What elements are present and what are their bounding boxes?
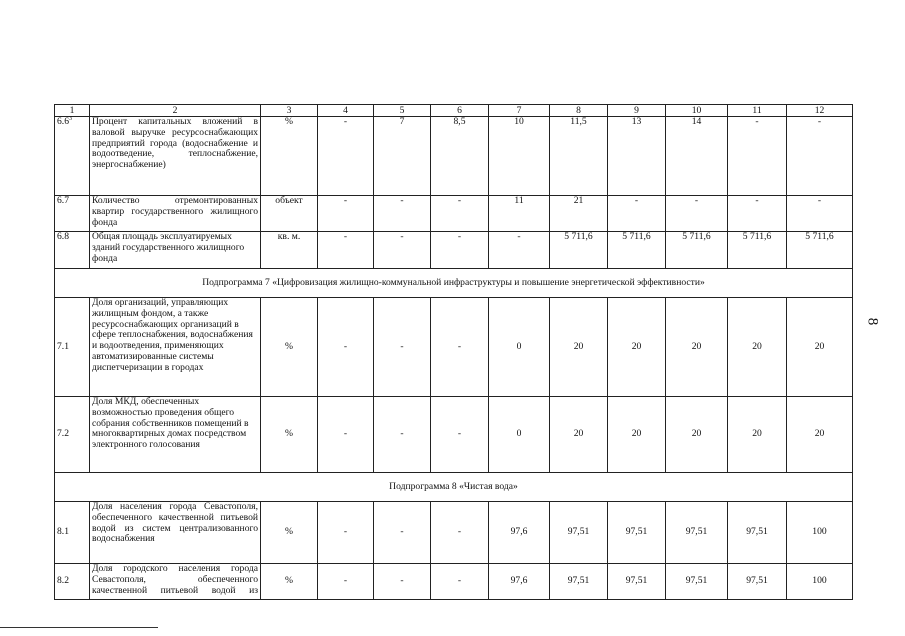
value-cell: 97,51 [550, 502, 608, 564]
value-cell: 0 [489, 397, 550, 473]
value-cell: 21 [550, 196, 608, 232]
row-number: 8.2 [55, 564, 90, 600]
value-cell: - [318, 232, 374, 269]
table-row [55, 564, 853, 600]
value-cell: 11 [489, 196, 550, 232]
value-cell: 97,51 [550, 564, 608, 600]
indicators-table [54, 104, 853, 600]
row-number: $6.6^3$ [55, 117, 90, 196]
value-cell: 5 711,6 [666, 232, 728, 269]
header-cell: 11 [728, 105, 787, 117]
table-row [55, 196, 853, 232]
value-cell: 100 [787, 564, 853, 600]
value-cell: - [431, 564, 489, 600]
value-cell: 20 [787, 298, 853, 397]
value-cell: 20 [666, 298, 728, 397]
subprogram-8-title: Подпрограмма 8 «Чистая вода» [55, 473, 853, 502]
header-cell: 10 [666, 105, 728, 117]
header-cell: 6 [431, 105, 489, 117]
section-row [55, 473, 853, 502]
value-cell: - [374, 298, 431, 397]
value-cell: - [431, 298, 489, 397]
value-cell: 20 [666, 397, 728, 473]
unit-cell: % [261, 397, 318, 473]
value-cell: - [374, 502, 431, 564]
value-cell: 100 [787, 502, 853, 564]
value-cell: - [489, 232, 550, 269]
table-row [55, 502, 853, 564]
table-row [55, 397, 853, 473]
unit-cell: % [261, 298, 318, 397]
row-number: 7.1 [55, 298, 90, 397]
header-cell: 12 [787, 105, 853, 117]
value-cell: 20 [550, 397, 608, 473]
table-row [55, 117, 853, 196]
header-cell: 7 [489, 105, 550, 117]
value-cell: - [728, 196, 787, 232]
row-number: 6.8 [55, 232, 90, 269]
value-cell: - [431, 397, 489, 473]
unit-cell: кв. м. [261, 232, 318, 269]
header-cell: 9 [608, 105, 666, 117]
indicator-name: Доля МКД, обеспеченных возможностью проведения общего собрания собственников помещений в многоквартирных домах посредством электронного голосования [90, 397, 261, 473]
value-cell: - [787, 196, 853, 232]
row-number: 8.1 [55, 502, 90, 564]
footnote-divider [0, 627, 158, 628]
value-cell: 8,5 [431, 117, 489, 196]
value-cell: 20 [728, 397, 787, 473]
value-cell: - [431, 232, 489, 269]
value-cell: 97,6 [489, 564, 550, 600]
value-cell: 7 [374, 117, 431, 196]
value-cell: 97,51 [666, 564, 728, 600]
value-cell: - [666, 196, 728, 232]
value-cell: - [318, 196, 374, 232]
value-cell: 10 [489, 117, 550, 196]
value-cell: - [318, 117, 374, 196]
value-cell: 20 [728, 298, 787, 397]
row-number: 7.2 [55, 397, 90, 473]
value-cell: 13 [608, 117, 666, 196]
row-number: 6.7 [55, 196, 90, 232]
header-cell: 2 [90, 105, 261, 117]
value-cell: - [787, 117, 853, 196]
value-cell: 5 711,6 [728, 232, 787, 269]
value-cell: - [374, 397, 431, 473]
subprogram-7-title: Подпрограмма 7 «Цифровизация жилищно-коммунальной инфраструктуры и повышение энергетической эффективности» [55, 269, 853, 298]
value-cell: - [608, 196, 666, 232]
value-cell: 5 711,6 [608, 232, 666, 269]
section-row [55, 269, 853, 298]
value-cell: 20 [608, 397, 666, 473]
value-cell: - [431, 502, 489, 564]
value-cell: 97,51 [728, 502, 787, 564]
unit-cell: объект [261, 196, 318, 232]
header-cell: 1 [55, 105, 90, 117]
indicator-name: Доля городского населения города Севастополя, обеспеченного качественной питьевой водой из [90, 564, 261, 600]
value-cell: - [374, 564, 431, 600]
indicator-name: Доля организаций, управляющих жилищным фондом, а также ресурсоснабжающих организаций в сфере теплоснабжения, водоснабжения и водоотведения, применяющих автоматизированные системы диспетчеризации в городах [90, 298, 261, 397]
value-cell: - [318, 298, 374, 397]
value-cell: 11,5 [550, 117, 608, 196]
header-cell: 5 [374, 105, 431, 117]
value-cell: - [431, 196, 489, 232]
value-cell: 97,51 [666, 502, 728, 564]
unit-cell: % [261, 502, 318, 564]
value-cell: 20 [787, 397, 853, 473]
value-cell: - [318, 397, 374, 473]
value-cell: 97,51 [608, 564, 666, 600]
value-cell: 14 [666, 117, 728, 196]
header-cell: 3 [261, 105, 318, 117]
header-cell: 8 [550, 105, 608, 117]
indicator-name: Количество отремонтированных квартир государственного жилищного фонда [90, 196, 261, 232]
value-cell: 5 711,6 [550, 232, 608, 269]
value-cell: - [318, 502, 374, 564]
value-cell: 20 [550, 298, 608, 397]
header-cell: 4 [318, 105, 374, 117]
value-cell: 97,51 [728, 564, 787, 600]
value-cell: - [374, 196, 431, 232]
value-cell: - [318, 564, 374, 600]
value-cell: - [728, 117, 787, 196]
value-cell: - [374, 232, 431, 269]
value-cell: 0 [489, 298, 550, 397]
unit-cell: % [261, 117, 318, 196]
indicator-name: Общая площадь эксплуатируемых зданий государственного жилищного фонда [90, 232, 261, 269]
column-number-header [55, 105, 853, 117]
value-cell: 97,51 [608, 502, 666, 564]
page-number: 8 [864, 317, 881, 326]
value-cell: 5 711,6 [787, 232, 853, 269]
table-row [55, 232, 853, 269]
table-row [55, 298, 853, 397]
value-cell: 20 [608, 298, 666, 397]
value-cell: 97,6 [489, 502, 550, 564]
indicator-name: Процент капитальных вложений в валовой выручке ресурсоснабжающих предприятий города (водоснабжение и водоотведение, теплоснабжение, энергоснабжение) [90, 117, 261, 196]
indicator-name: Доля населения города Севастополя, обеспеченного качественной питьевой водой из систем централизованного водоснабжения [90, 502, 261, 564]
unit-cell: % [261, 564, 318, 600]
